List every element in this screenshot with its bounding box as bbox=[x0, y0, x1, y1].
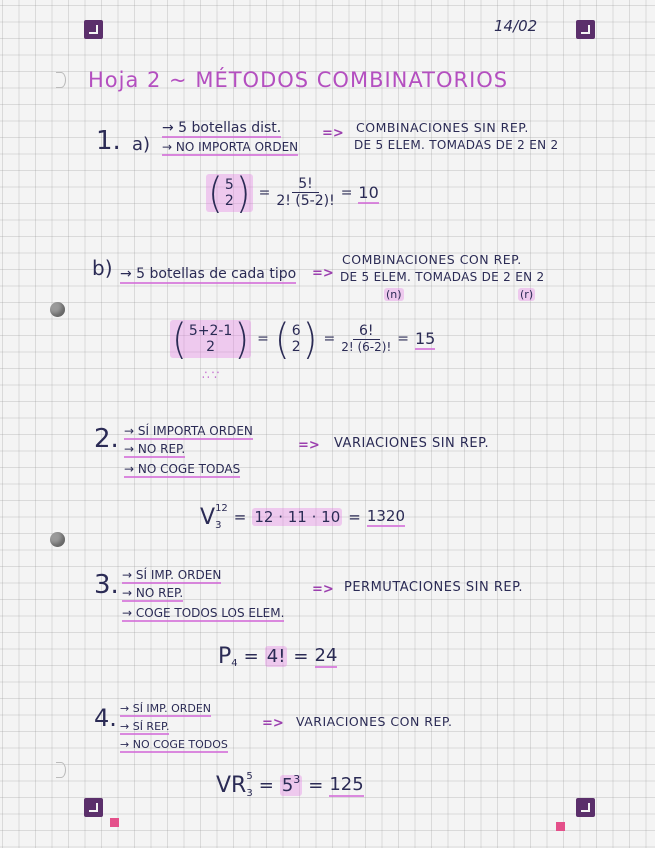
page-title: Hoja 2 ~ MÉTODOS COMBINATORIOS bbox=[88, 68, 509, 92]
top-left-corner-mark bbox=[84, 20, 103, 39]
exercise-3-answer: 24 bbox=[314, 645, 338, 666]
implies-arrow: => bbox=[298, 438, 320, 453]
equals-sign: = bbox=[233, 508, 247, 526]
exercise-1a-formula bbox=[206, 168, 379, 218]
exercise-1a-result: COMBINACIONES SIN REP. bbox=[356, 120, 529, 135]
exercise-2-number: 2. bbox=[94, 424, 119, 454]
binomial-bottom: 2 bbox=[206, 339, 216, 355]
fraction bbox=[276, 176, 334, 210]
equals-sign: = bbox=[323, 331, 336, 347]
binomial-top: 6 bbox=[291, 322, 301, 339]
binomial-bottom: 2 bbox=[224, 193, 234, 209]
bottom-left-pink-mark bbox=[110, 818, 119, 827]
exercise-1b-answer: 15 bbox=[415, 328, 436, 348]
binder-ring-hole bbox=[56, 762, 66, 778]
implies-arrow: => bbox=[322, 126, 344, 141]
exercise-3-factorial: 4! bbox=[266, 646, 286, 667]
exercise-3-condition: → COGE TODOS LOS ELEM. bbox=[122, 606, 285, 620]
exercise-2-condition: → NO COGE TODAS bbox=[124, 462, 241, 476]
equals-sign: = bbox=[243, 646, 259, 667]
exercise-1a-answer: 10 bbox=[358, 182, 379, 202]
variation-symbol: V bbox=[200, 504, 216, 530]
implies-arrow: => bbox=[312, 266, 334, 281]
binomial-bottom: 2 bbox=[291, 339, 301, 355]
decorative-dots: ∴∵ bbox=[202, 368, 222, 382]
exercise-1a-label: a) bbox=[132, 134, 151, 155]
exercise-1a-result: DE 5 ELEM. TOMADAS DE 2 EN 2 bbox=[354, 138, 559, 152]
exercise-4-formula bbox=[216, 768, 364, 802]
variation-superscript: 5 bbox=[246, 771, 253, 782]
exercise-3-number: 3. bbox=[94, 570, 119, 600]
permutation-subscript: 4 bbox=[231, 658, 238, 669]
bottom-left-corner-mark bbox=[84, 798, 103, 817]
exercise-1a-condition: → 5 botellas dist. bbox=[162, 120, 282, 136]
exercise-1b-result: COMBINACIONES CON REP. bbox=[342, 252, 522, 267]
exercise-3-condition: → SÍ IMP. ORDEN bbox=[122, 568, 222, 582]
exercise-2-answer: 1320 bbox=[366, 507, 406, 525]
equals-sign: = bbox=[397, 331, 409, 347]
exercise-2-product: 12 · 11 · 10 bbox=[254, 508, 341, 526]
fraction-denominator: 2! (6-2)! bbox=[341, 340, 392, 355]
exercise-4-condition: → SÍ REP. bbox=[120, 720, 170, 733]
exercise-4-answer: 125 bbox=[329, 773, 364, 795]
equals-sign: = bbox=[258, 185, 271, 201]
exercise-1-number: 1. bbox=[96, 126, 121, 156]
binder-ring-hole bbox=[56, 72, 66, 88]
exercise-4-condition: → NO COGE TODOS bbox=[120, 738, 228, 751]
exercise-1b-condition: → 5 botellas de cada tipo bbox=[120, 266, 297, 282]
exercise-4-power bbox=[280, 772, 302, 796]
binomial-coefficient: ( 6 2 ) bbox=[274, 314, 318, 364]
fraction-numerator: 6! bbox=[353, 323, 380, 340]
exercise-4-number: 4. bbox=[94, 704, 117, 732]
exercise-2-condition: → SÍ IMPORTA ORDEN bbox=[124, 424, 253, 438]
fraction bbox=[341, 323, 391, 354]
binder-ring-hole bbox=[50, 532, 65, 547]
equals-sign: = bbox=[293, 646, 309, 667]
variation-superscript: 12 bbox=[215, 503, 228, 514]
exercise-2-condition: → NO REP. bbox=[124, 442, 186, 456]
binomial-coefficient: ( 5 2 ) bbox=[208, 168, 251, 218]
variation-repetition-symbol: VR bbox=[216, 772, 247, 798]
implies-arrow: => bbox=[312, 582, 334, 597]
fraction-numerator: 5! bbox=[292, 176, 319, 193]
binomial-coefficient: ( 5+2-1 2 ) bbox=[172, 314, 250, 364]
equals-sign: = bbox=[258, 774, 274, 796]
equals-sign: = bbox=[257, 331, 269, 347]
exercise-1a-condition: → NO IMPORTA ORDEN bbox=[162, 140, 299, 154]
page-date: 14/02 bbox=[494, 17, 538, 35]
implies-arrow: => bbox=[262, 716, 284, 731]
binomial-top: 5 bbox=[224, 176, 234, 193]
exercise-2-result: VARIACIONES SIN REP. bbox=[334, 436, 490, 451]
power-exponent: 3 bbox=[293, 772, 301, 786]
bottom-right-pink-mark bbox=[556, 822, 565, 831]
top-right-corner-mark bbox=[576, 20, 595, 39]
exercise-3-formula bbox=[218, 644, 337, 669]
exercise-1b-label: b) bbox=[92, 256, 113, 280]
exercise-3-result: PERMUTACIONES SIN REP. bbox=[344, 580, 524, 595]
exercise-1b-result: DE 5 ELEM. TOMADAS DE 2 EN 2 bbox=[340, 270, 545, 284]
exercise-1b-formula bbox=[170, 314, 436, 364]
exercise-4-result: VARIACIONES CON REP. bbox=[296, 714, 453, 729]
binomial-top: 5+2-1 bbox=[188, 322, 233, 339]
equals-sign: = bbox=[308, 774, 324, 796]
binder-ring-hole bbox=[50, 302, 65, 317]
n-marker: (n) bbox=[386, 288, 402, 301]
variation-subscript: 3 bbox=[215, 520, 222, 531]
power-base: 5 bbox=[281, 774, 294, 796]
exercise-3-condition: → NO REP. bbox=[122, 586, 184, 600]
exercise-2-formula bbox=[200, 500, 405, 534]
bottom-right-corner-mark bbox=[576, 798, 595, 817]
exercise-4-condition: → SÍ IMP. ORDEN bbox=[120, 702, 212, 715]
equals-sign: = bbox=[340, 185, 353, 201]
r-marker: (r) bbox=[520, 288, 534, 301]
fraction-denominator: 2! (5-2)! bbox=[276, 193, 335, 210]
equals-sign: = bbox=[348, 508, 361, 526]
permutation-symbol: P bbox=[218, 644, 232, 669]
variation-subscript: 3 bbox=[246, 788, 253, 799]
